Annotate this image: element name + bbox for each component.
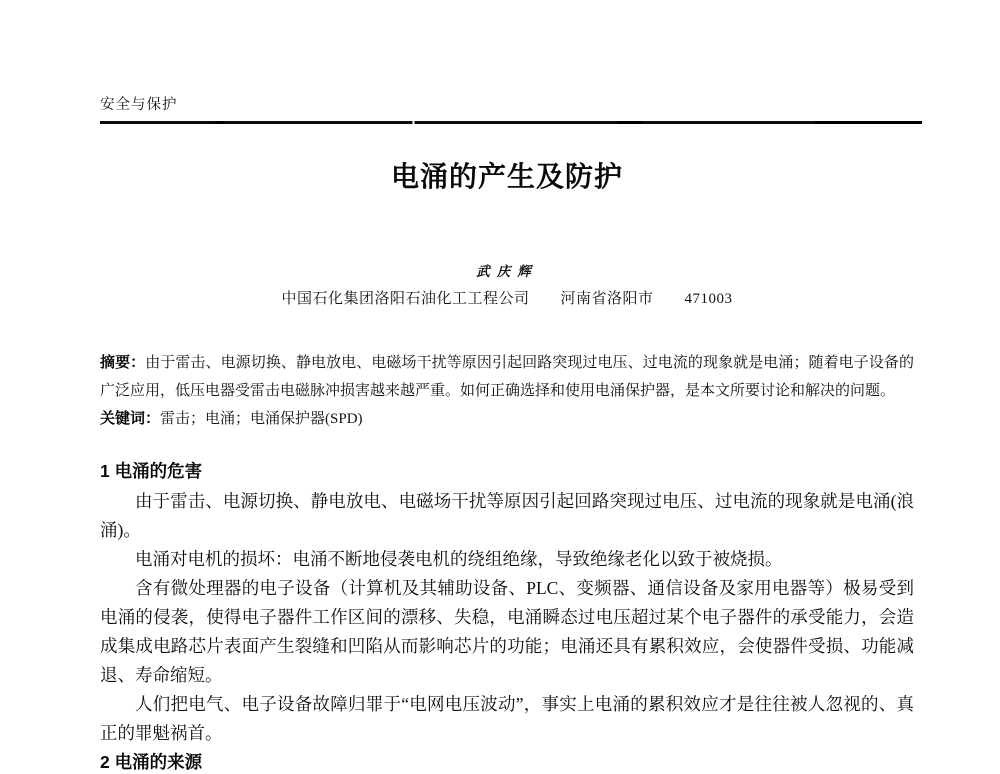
- section-1-paragraph-2: 电涌对电机的损坏：电涌不断地侵袭电机的绕组绝缘，导致绝缘老化以致于被烧损。: [135, 549, 783, 569]
- keywords-text: 雷击；电涌；电涌保护器(SPD): [160, 411, 363, 427]
- section-2-heading: 2 电涌的来源: [100, 752, 203, 772]
- running-header: 安全与保护: [100, 97, 178, 113]
- keywords-paragraph: [100, 405, 914, 433]
- author-affiliation: 中国石化集团洛阳石油化工工程公司 河南省洛阳市 471003: [281, 291, 733, 307]
- author-name: 武庆辉: [476, 264, 538, 279]
- page-content: [100, 0, 914, 774]
- section-1-paragraph-4: 人们把电气、电子设备故障归罪于“电网电压波动”，事实上电涌的累积效应才是往往被人忽视的、真正的罪魁祸首。: [100, 694, 914, 743]
- section-1-heading: 1 电涌的危害: [100, 461, 203, 481]
- section-1-paragraph-3: 含有微处理器的电子设备（计算机及其辅助设备、PLC、变频器、通信设备及家用电器等）极易受到电涌的侵袭，使得电子器件工作区间的漂移、失稳，电涌瞬态过电压超过某个电子器件的承受能力，会造成集成电路芯片表面产生裂缝和凹陷从而影响芯片的功能；电涌还具有累积效应，会使器件受损、功能减退、寿命缩短。: [100, 578, 914, 685]
- abstract-label: 摘要：: [100, 354, 146, 371]
- header-rule: [100, 121, 922, 124]
- keywords-label: 关键词：: [100, 410, 161, 427]
- page-title: 电涌的产生及防护: [390, 161, 623, 192]
- abstract-text: 由于雷击、电源切换、静电放电、电磁场干扰等原因引起回路突现过电压、过电流的现象就是电涌；随着电子设备的广泛应用，低压电器受雷击电磁脉冲损害越来越严重。如何正确选择和使用电涌保护器，是本文所要讨论和解决的问题。: [100, 355, 914, 399]
- section-1-paragraph-1: 由于雷击、电源切换、静电放电、电磁场干扰等原因引起回路突现过电压、过电流的现象就是电涌(浪涌)。: [100, 491, 914, 540]
- abstract-paragraph: [100, 349, 914, 405]
